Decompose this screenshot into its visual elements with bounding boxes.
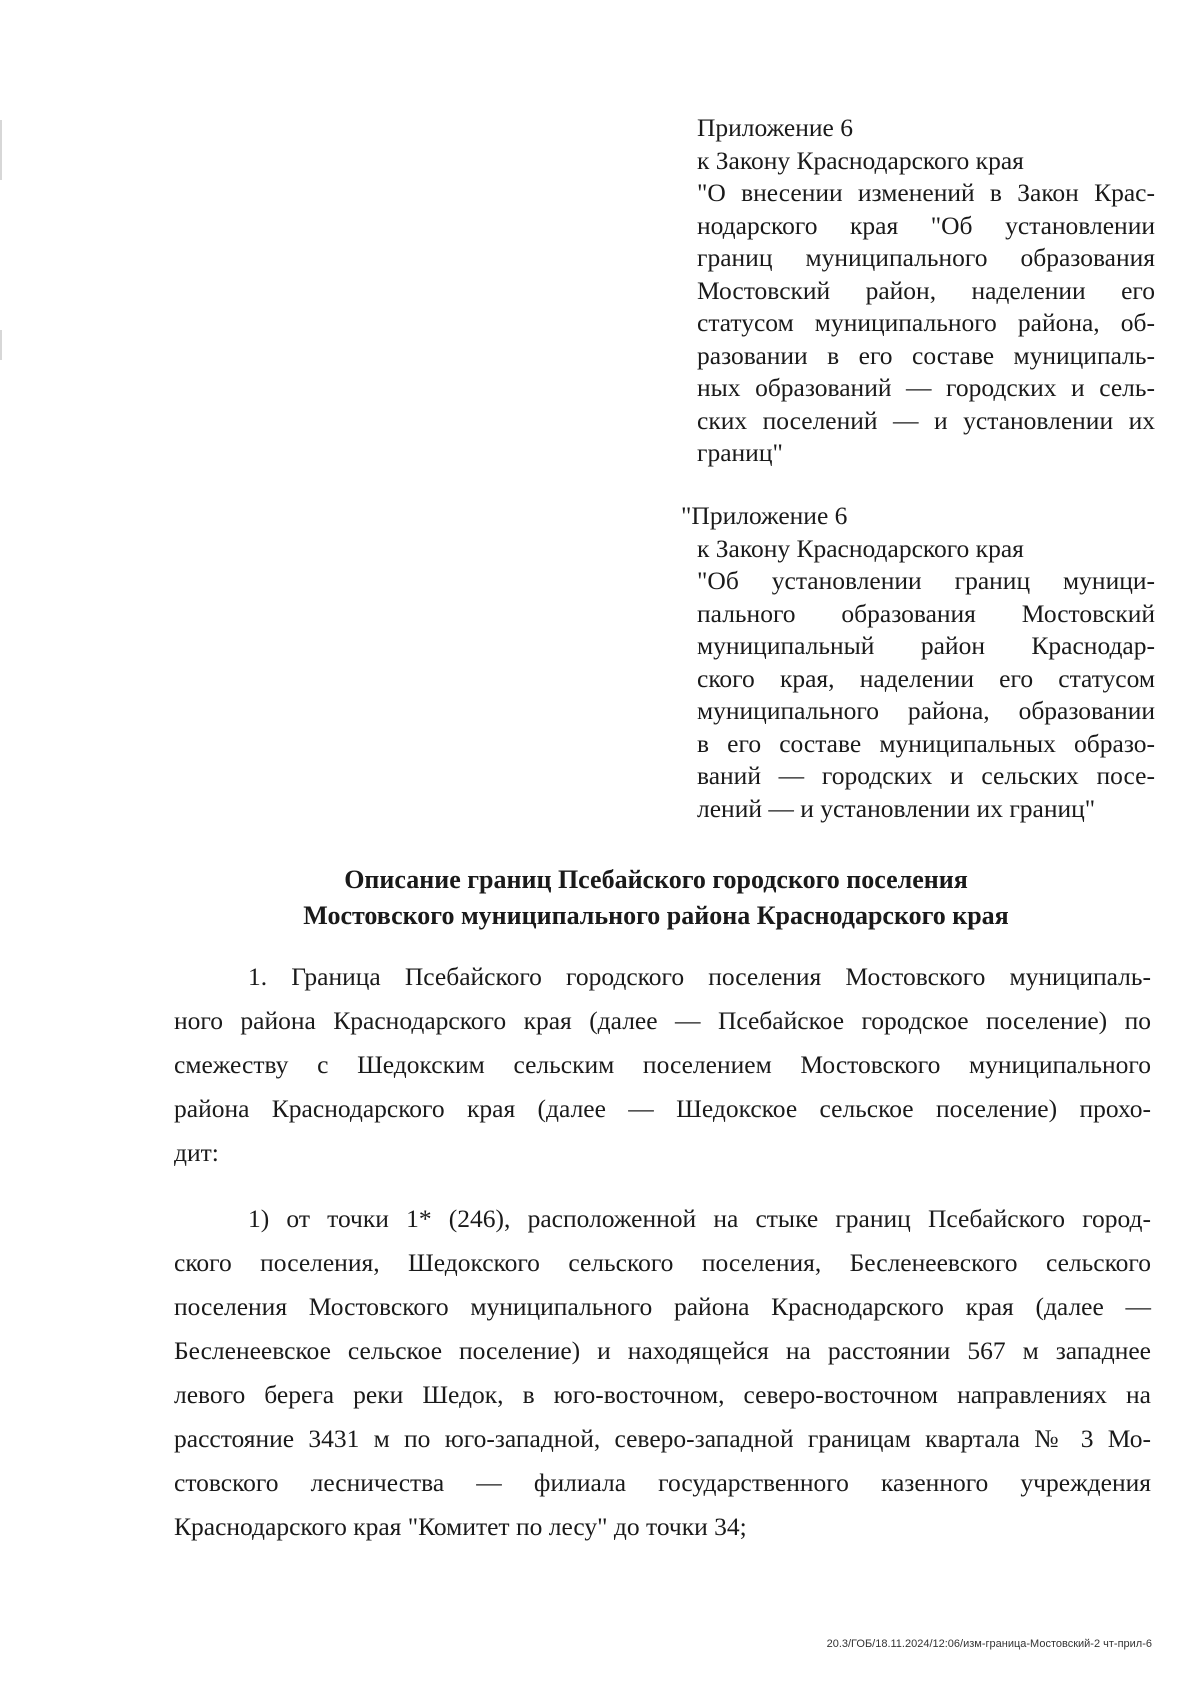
document-footer-code: 20.3/ГОБ/18.11.2024/12:06/изм-граница-Мостовский-2 чт-прил-6 xyxy=(826,1638,1152,1650)
paragraph-1 xyxy=(174,955,1151,1175)
paragraph-line: 1) от точки 1* (246), расположенной на стыке границ Псебайского город- xyxy=(248,1204,1151,1233)
appendix-line: Мостовский район, наделении его xyxy=(697,275,1155,305)
paragraph-line: расстояние 3431 м по юго-западной, северо-западной границам квартала № 3 Мо- xyxy=(174,1424,1151,1453)
paragraph-line: Бесленеевское сельское поселение) и находящейся на расстоянии 567 м западнее xyxy=(174,1336,1151,1365)
appendix-line: нодарского края "Об установлении xyxy=(697,210,1155,240)
appendix-line: ных образований — городских и сель- xyxy=(697,373,1155,402)
appendix-line: ваний — городских и сельских посе- xyxy=(697,761,1155,790)
appendix-header-current xyxy=(697,112,1155,470)
appendix-line: "О внесении изменений в Закон Крас- xyxy=(697,178,1155,207)
appendix-line: ского края, наделении его статусом xyxy=(697,663,1155,693)
appendix-line: Приложение 6 xyxy=(697,113,853,142)
appendix-line: к Закону Краснодарского края xyxy=(697,145,1024,175)
appendix-line: "Приложение 6 xyxy=(681,501,848,530)
paragraph-line: поселения Мостовского муниципального района Краснодарского края (далее — xyxy=(174,1292,1151,1321)
paragraph-2 xyxy=(174,1197,1151,1549)
appendix-line: муниципального района, образовании xyxy=(697,696,1155,725)
appendix-line: границ муниципального образования xyxy=(697,243,1155,272)
title-line-1: Описание границ Псебайского городского поселения xyxy=(344,865,968,894)
paragraph-line: смежеству с Шедокским сельским поселением Мостовского муниципального xyxy=(174,1050,1151,1079)
appendix-line: в его составе муниципальных образо- xyxy=(697,728,1155,758)
appendix-line: ских поселений — и установлении их xyxy=(697,405,1155,435)
scan-margin-mark xyxy=(0,120,2,180)
paragraph-line: дит: xyxy=(174,1138,219,1167)
paragraph-line: 1. Граница Псебайского городского поселения Мостовского муниципаль- xyxy=(248,962,1151,991)
appendix-line: границ" xyxy=(697,438,783,467)
appendix-line: разовании в его составе муниципаль- xyxy=(697,340,1155,370)
paragraph-line: Краснодарского края "Комитет по лесу" до точки 34; xyxy=(174,1512,747,1541)
appendix-line: "Об установлении границ муници- xyxy=(697,566,1155,595)
title-line-2: Мостовского муниципального района Краснодарского края xyxy=(303,901,1009,930)
paragraph-line: левого берега реки Шедок, в юго-восточном, северо-восточном направлениях на xyxy=(174,1380,1151,1409)
appendix-line: к Закону Краснодарского края xyxy=(697,533,1024,563)
appendix-line: статусом муниципального района, об- xyxy=(697,308,1155,337)
document-title xyxy=(120,862,1192,934)
appendix-line: пального образования Мостовский xyxy=(697,598,1155,628)
appendix-header-amended xyxy=(681,500,1155,825)
paragraph-line: стовского лесничества — филиала государственного казенного учреждения xyxy=(174,1468,1151,1497)
appendix-line: муниципальный район Краснодар- xyxy=(697,631,1155,660)
appendix-line: лений — и установлении их границ" xyxy=(697,793,1096,823)
scan-margin-mark xyxy=(0,330,2,360)
paragraph-line: района Краснодарского края (далее — Шедокское сельское поселение) прохо- xyxy=(174,1094,1151,1123)
paragraph-line: ного района Краснодарского края (далее — Псебайское городское поселение) по xyxy=(174,1006,1151,1035)
paragraph-line: ского поселения, Шедокского сельского поселения, Бесленеевского сельского xyxy=(174,1248,1151,1277)
